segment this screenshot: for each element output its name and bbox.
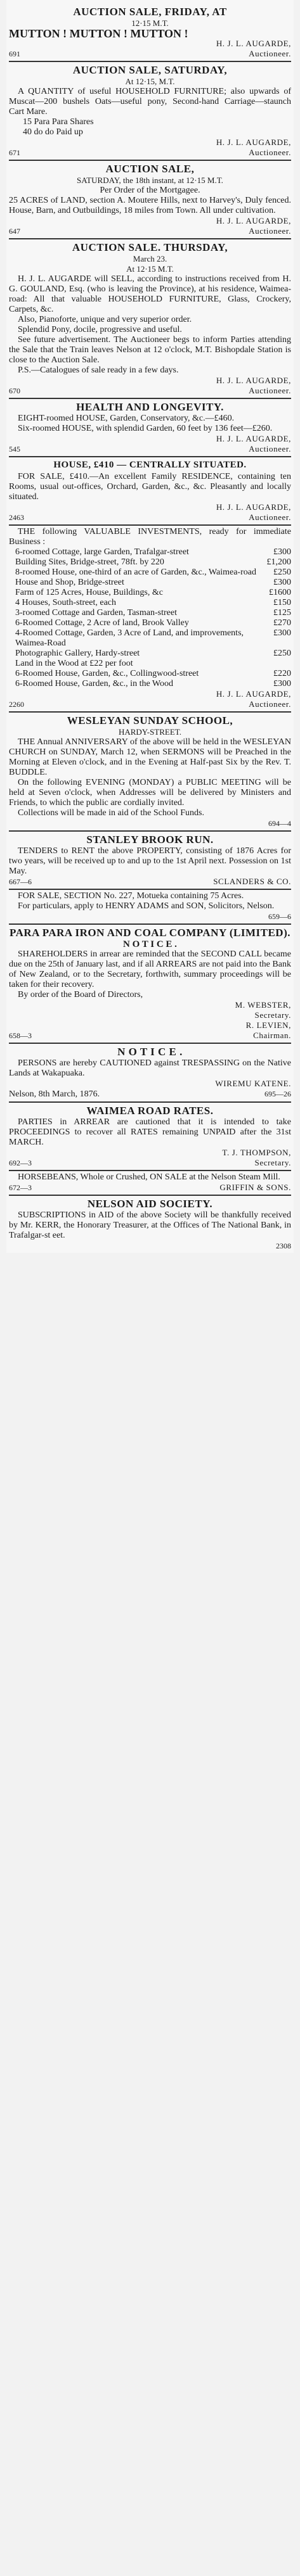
ad-body-2: On the following EVENING (MONDAY) a PUBLIC MEETING will be held at Seven o'clock, when Addresses will be delivered by Ministers and Friends, to which the public are cordially invited. bbox=[9, 778, 291, 808]
list-item: Building Sites, Bridge-street, 78ft. by 220 £1,200 bbox=[15, 557, 291, 567]
ad-auction-saturday bbox=[9, 62, 291, 161]
ad-body: THE following VALUABLE INVESTMENTS, ready for immediate Business : bbox=[9, 527, 291, 547]
ad-ref: 691 bbox=[9, 49, 20, 58]
ad-signature: T. J. THOMPSON, bbox=[222, 1148, 291, 1157]
investment-list bbox=[9, 547, 291, 689]
ad-investments bbox=[9, 526, 291, 713]
ad-ref: 647 bbox=[9, 227, 20, 236]
ad-heading: PARA PARA IRON AND COAL COMPANY (LIMITED). bbox=[9, 927, 290, 939]
ad-body: PARTIES in ARREAR are cautioned that it is intended to take PROCEEDINGS to recover all RATES remaining UNPAID after the 31st MARCH. bbox=[9, 1117, 291, 1147]
ad-date: Nelson, 8th March, 1876. bbox=[9, 1089, 100, 1099]
ad-ref: 2463 bbox=[9, 513, 24, 522]
ad-ref: 2308 bbox=[276, 1241, 291, 1250]
ad-signature: WIREMU KATENE. bbox=[215, 1079, 291, 1088]
ad-heading: AUCTION SALE, bbox=[105, 163, 195, 175]
ad-subheading: March 23. bbox=[133, 254, 167, 263]
ad-ref: 672—3 bbox=[9, 1183, 32, 1192]
ad-ref: 545 bbox=[9, 445, 20, 454]
ad-ref: 667—6 bbox=[9, 877, 32, 886]
ad-para-para bbox=[9, 925, 291, 1044]
ad-subheading: SATURDAY, the 18th instant, at 12·15 M.T. bbox=[77, 175, 223, 185]
ad-role: Auctioneer. bbox=[249, 148, 291, 157]
ad-role: Auctioneer. bbox=[249, 49, 291, 58]
list-item: 4 Houses, South-street, each £150 bbox=[15, 598, 291, 607]
ad-body: EIGHT-roomed HOUSE, Garden, Conservatory, &c.—£460. bbox=[18, 414, 235, 423]
ad-heading: N O T I C E . bbox=[117, 1046, 183, 1058]
ad-signature: M. WEBSTER, bbox=[235, 1000, 291, 1010]
ad-body-2: Six-roomed HOUSE, with splendid Garden, 60 feet by 136 feet—£260. bbox=[18, 424, 273, 433]
ad-signature: GRIFFIN & SONS. bbox=[219, 1183, 291, 1192]
ad-body: PERSONS are hereby CAUTIONED against TRESPASSING on the Native Lands at Wakapuaka. bbox=[9, 1058, 291, 1078]
ad-body-2: 25 ACRES of LAND, section A. Moutere Hills, next to Harvey's, Duly fenced. House, Barn, and Outbuildings, 18 miles from Town. All under cultivation. bbox=[9, 196, 291, 215]
ad-signature: H. J. L. AUGARDE, bbox=[216, 137, 291, 147]
ad-role: Secretary. bbox=[254, 1158, 291, 1167]
ad-role: Auctioneer. bbox=[249, 226, 291, 236]
ad-subheading: N O T I C E . bbox=[123, 939, 177, 949]
ad-body: Per Order of the Mortgagee. bbox=[100, 186, 200, 195]
list-item: 8-roomed House, one-third of an acre of Garden, &c., Waimea-road £250 bbox=[15, 568, 291, 577]
ad-body-5: P.S.—Catalogues of sale ready in a few days. bbox=[18, 365, 179, 375]
ad-body: THE Annual ANNIVERSARY of the above will be held in the WESLEYAN CHURCH on SUNDAY, March 12, when SERMONS will be Preached in the Morning at Eleven o'clock, and in the Evening at Half-past Six by the Rev. T. BUDDLE. bbox=[9, 737, 291, 777]
ad-auction-thursday bbox=[9, 239, 291, 399]
ad-nelson-aid bbox=[9, 1196, 291, 1253]
list-item: Land in the Wood at £22 per foot bbox=[15, 659, 133, 668]
list-item: 6-Roomed Cottage, 2 Acre of land, Brook Valley £270 bbox=[15, 618, 291, 628]
list-item: 6-Roomed House, Garden, &c., Collingwood-street £220 bbox=[15, 669, 291, 678]
ad-auction-friday bbox=[9, 4, 291, 62]
ad-health-longevity bbox=[9, 399, 291, 457]
ad-ref: 694—4 bbox=[268, 819, 291, 828]
ad-subheading: HARDY-STREET. bbox=[118, 727, 182, 737]
list-item: 3-roomed Cottage and Garden, Tasman-street £125 bbox=[15, 608, 291, 618]
ad-role: Auctioneer. bbox=[249, 699, 291, 709]
ad-role-2: Chairman. bbox=[253, 1031, 291, 1040]
ad-line: 15 Para Para Shares bbox=[23, 117, 94, 127]
ad-ref: 692—3 bbox=[9, 1158, 32, 1167]
ad-body: H. J. L. AUGARDE will SELL, according to instructions received from H. G. GOULAND, Esq. (who is leaving the Province), at his residence, Waimea-road: All that valuable HOUSEHOLD FURNITURE, Glass, Crockery, Carpets, &c. bbox=[9, 274, 291, 314]
ad-body-3: Splendid Pony, docile, progressive and useful. bbox=[18, 325, 182, 334]
ad-role: Auctioneer. bbox=[249, 512, 291, 522]
ad-body-4: See future advertisement. The Auctioneer begs to inform Parties attending the Sale that the Train leaves Nelson at 12 o'clock, M.T. Bishopdale Station is close to the Auction Sale. bbox=[9, 335, 291, 365]
ad-signature: H. J. L. AUGARDE, bbox=[216, 502, 291, 512]
ad-heading: AUCTION SALE, FRIDAY, AT bbox=[73, 6, 227, 18]
ad-stanley-brook bbox=[9, 832, 291, 890]
ad-body-2: By order of the Board of Directors, bbox=[18, 990, 143, 999]
ad-heading: NELSON AID SOCIETY. bbox=[87, 1198, 213, 1210]
ad-body-3: Collections will be made in aid of the School Funds. bbox=[18, 808, 204, 818]
ad-subheading-2: At 12·15 M.T. bbox=[126, 264, 174, 274]
ad-heading: AUCTION SALE, SATURDAY, bbox=[72, 64, 228, 76]
ad-signature: H. J. L. AUGARDE, bbox=[216, 434, 291, 443]
ad-heading: AUCTION SALE. THURSDAY, bbox=[72, 241, 228, 253]
ad-signature: H. J. L. AUGARDE, bbox=[216, 689, 291, 699]
list-item: House and Shop, Bridge-street £300 bbox=[15, 578, 291, 587]
ad-signature: H. J. L. AUGARDE, bbox=[216, 216, 291, 225]
ad-role: Auctioneer. bbox=[249, 444, 291, 454]
ad-horsebeans bbox=[9, 1171, 291, 1196]
ad-signature: H. J. L. AUGARDE, bbox=[216, 39, 291, 48]
ad-heading: HOUSE, £410 — CENTRALLY SITUATED. bbox=[53, 460, 247, 470]
ad-auction-mortgagee bbox=[9, 161, 291, 239]
ad-ref: 671 bbox=[9, 148, 20, 157]
ad-ref: 695—26 bbox=[264, 1089, 291, 1098]
list-item: Farm of 125 Acres, House, Buildings, &c £1600 bbox=[15, 588, 291, 597]
list-item: 6-Roomed House, Garden, &c., in the Wood £300 bbox=[15, 679, 291, 688]
ad-heading: HEALTH AND LONGEVITY. bbox=[76, 401, 224, 413]
ad-body-2: Also, Pianoforte, unique and very superior order. bbox=[18, 315, 192, 324]
ad-ref: 670 bbox=[9, 386, 20, 395]
ad-signature: SCLANDERS & CO. bbox=[213, 877, 291, 886]
ad-ref: 2260 bbox=[9, 700, 24, 709]
ad-heading: WAIMEA ROAD RATES. bbox=[86, 1105, 214, 1117]
ad-subheading: At 12·15, M.T. bbox=[125, 77, 175, 86]
ad-subheading: 12·15 M.T. bbox=[131, 18, 169, 28]
ad-ref: 659—6 bbox=[268, 912, 291, 921]
newspaper-column bbox=[6, 0, 294, 1253]
ad-body: HORSEBEANS, Whole or Crushed, ON SALE at the Nelson Steam Mill. bbox=[18, 1172, 280, 1182]
ad-heading: WESLEYAN SUNDAY SCHOOL, bbox=[67, 714, 233, 726]
ad-body: MUTTON ! MUTTON ! MUTTON ! bbox=[9, 27, 188, 40]
ad-signature: H. J. L. AUGARDE, bbox=[216, 376, 291, 385]
ad-body: FOR SALE, £410.—An excellent Family RESIDENCE, containing ten Rooms, usual out-offices, Orchard, Garden, &c., &c. Pleasantly and locally situated. bbox=[9, 472, 291, 502]
ad-body: A QUANTITY of useful HOUSEHOLD FURNITURE; also upwards of Muscat—200 bushels Oats—useful pony, Second-hand Carriage—staunch Cart Mare. bbox=[9, 87, 291, 117]
ad-house-centrally bbox=[9, 457, 291, 526]
ad-heading: STANLEY BROOK RUN. bbox=[86, 834, 214, 846]
ad-signature-2: R. LEVIEN, bbox=[245, 1020, 291, 1030]
ad-section-227 bbox=[9, 890, 291, 925]
ad-body: FOR SALE, SECTION No. 227, Motueka containing 75 Acres. bbox=[18, 891, 244, 901]
list-item: 6-roomed Cottage, large Garden, Trafalgar-street £300 bbox=[15, 547, 291, 557]
ad-ref: 658—3 bbox=[9, 1031, 32, 1040]
ad-body: SHAREHOLDERS in arrear are reminded that the SECOND CALL became due on the 25th of January last, and if all ARREARS are not paid into the Bank of New Zealand, or to the Secretary, forthwith, summary proceedings will be taken for their recovery. bbox=[9, 949, 291, 989]
ad-wesleyan bbox=[9, 713, 291, 832]
ad-line: 40 do do Paid up bbox=[23, 127, 83, 137]
ad-role: Secretary. bbox=[254, 1010, 291, 1020]
ad-body-2: For particulars, apply to HENRY ADAMS and SON, Solicitors, Nelson. bbox=[18, 901, 275, 911]
ad-body: SUBSCRIPTIONS in AID of the above Society will be thankfully received by Mr. KERR, the Honorary Treasurer, at the Offices of The National Bank, in Trafalgar-st eet. bbox=[9, 1210, 291, 1240]
ad-waimea-rates bbox=[9, 1103, 291, 1171]
ad-notice-trespass bbox=[9, 1044, 291, 1103]
ad-role: Auctioneer. bbox=[249, 386, 291, 395]
ad-body: TENDERS to RENT the above PROPERTY, consisting of 1876 Acres for two years, will be received up to and up to the 1st April next. Possession on 1st May. bbox=[9, 846, 291, 876]
list-item: 4-Roomed Cottage, Garden, 3 Acre of Land, and improvements, Waimea-Road £300 bbox=[15, 628, 291, 648]
list-item: Photographic Gallery, Hardy-street £250 bbox=[15, 649, 291, 658]
